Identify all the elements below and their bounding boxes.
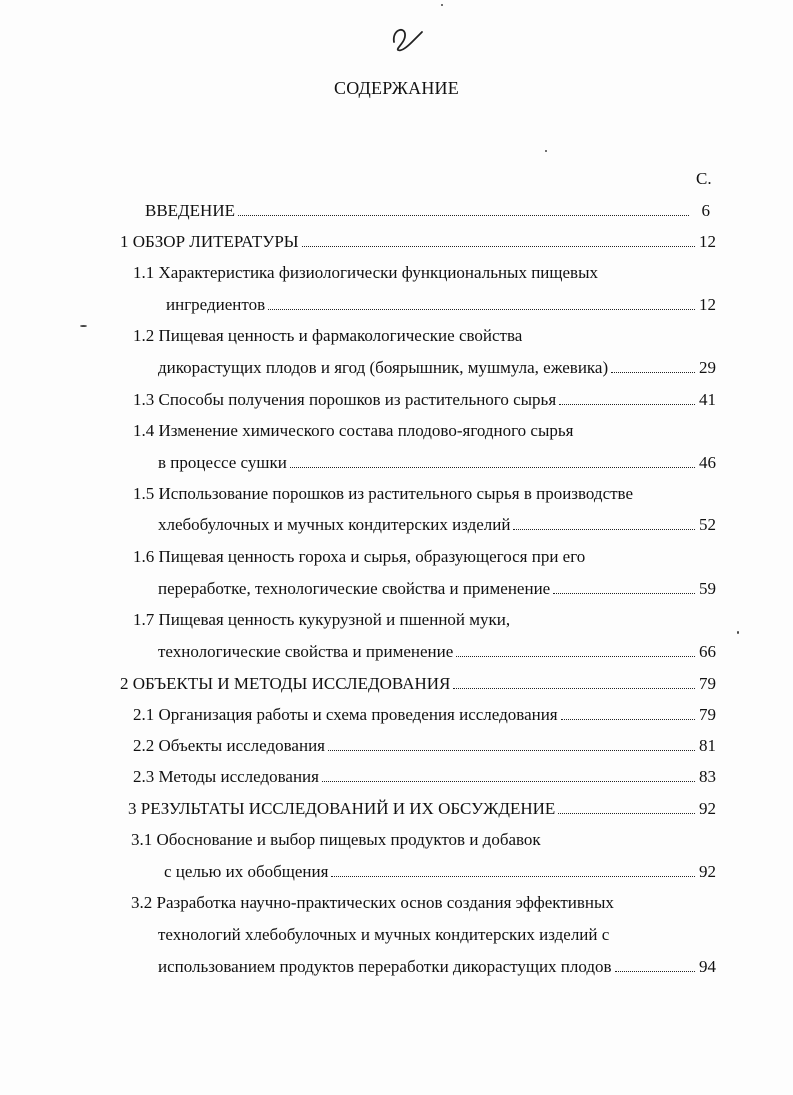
toc-entry-line: 1.6 Пищевая ценность гороха и сырья, образующегося при его <box>133 547 586 566</box>
toc-entry-page: 12 <box>699 295 716 314</box>
toc-entry <box>158 514 716 536</box>
toc-entry-text: ВВЕДЕНИЕ <box>145 201 235 220</box>
toc-entry <box>120 673 716 695</box>
dot-leader <box>453 688 695 689</box>
dot-leader <box>456 656 695 657</box>
toc-entry <box>133 704 716 726</box>
toc-entry <box>145 200 710 222</box>
toc-entry-page: 66 <box>699 642 716 661</box>
page-column-label: С. <box>696 169 712 188</box>
toc-entry <box>128 798 716 820</box>
toc-entry-line: 3.2 Разработка научно-практических основ создания эффективных <box>131 893 614 912</box>
toc-entry <box>166 294 716 316</box>
page-title: СОДЕРЖАНИЕ <box>334 78 459 98</box>
toc-entry-page: 29 <box>699 358 716 377</box>
toc-entry-text: использованием продуктов переработки дикорастущих плодов <box>158 957 612 976</box>
toc-entry <box>158 452 716 474</box>
toc-entry <box>164 861 716 883</box>
toc-entry-line: 1.4 Изменение химического состава плодово-ягодного сырья <box>133 421 574 440</box>
toc-entry-page: 12 <box>699 232 716 251</box>
dot-leader <box>558 813 695 814</box>
toc-entry <box>120 231 716 253</box>
toc-entry <box>158 641 716 663</box>
dot-leader <box>553 593 695 594</box>
toc-entry-page: 81 <box>699 736 716 755</box>
toc-entry-text: технологические свойства и применение <box>158 642 454 661</box>
dot-leader <box>513 529 695 530</box>
dot-leader <box>322 781 695 782</box>
toc-entry-text: в процессе сушки <box>158 453 287 472</box>
toc-entry-line: 1.2 Пищевая ценность и фармакологические свойства <box>133 326 523 345</box>
toc-entry-text: переработке, технологические свойства и применение <box>158 579 551 598</box>
toc-entry-page: 41 <box>699 390 716 409</box>
toc-entry-text: 1.3 Способы получения порошков из растительного сырья <box>133 390 557 409</box>
scan-speck <box>737 631 739 634</box>
toc-entry-line: 1.1 Характеристика физиологически функциональных пищевых <box>133 263 598 282</box>
toc-entry-line: 1.7 Пищевая ценность кукурузной и пшенной муки, <box>133 610 511 629</box>
toc-entry-text: хлебобулочных и мучных кондитерских изделий <box>158 515 511 534</box>
toc-entry-page: 94 <box>699 957 716 976</box>
toc-entry-page: 52 <box>699 515 716 534</box>
dot-leader <box>290 467 695 468</box>
toc-entry-text: дикорастущих плодов и ягод (боярышник, мушмула, ежевика) <box>158 358 609 377</box>
toc-entry-line: 1.5 Использование порошков из растительного сырья в производстве <box>133 484 634 503</box>
toc-entry-page: 79 <box>699 705 716 724</box>
toc-entry-text: 2.2 Объекты исследования <box>133 736 325 755</box>
toc-entry-text: 2.3 Методы исследования <box>133 767 319 786</box>
toc-entry <box>158 357 716 379</box>
toc-entry <box>158 578 716 600</box>
dot-leader <box>328 750 695 751</box>
toc-entry <box>133 389 716 411</box>
toc-entry <box>133 766 716 788</box>
handwritten-mark <box>388 22 428 56</box>
toc-entry-page: 83 <box>699 767 716 786</box>
scan-speck <box>441 4 443 6</box>
toc-entry-page: 79 <box>699 674 716 693</box>
toc-entry-text: ингредиентов <box>166 295 266 314</box>
toc-entry-page: 92 <box>699 862 716 881</box>
dot-leader <box>331 876 695 877</box>
toc-entry-text: 2.1 Организация работы и схема проведения исследования <box>133 705 558 724</box>
toc-entry-page: 46 <box>699 453 716 472</box>
toc-entry-page: 6 <box>701 201 710 220</box>
toc-entry-line: 3.1 Обоснование и выбор пищевых продуктов и добавок <box>131 830 541 849</box>
toc-entry-page: 92 <box>699 799 716 818</box>
toc-entry <box>133 735 716 757</box>
dot-leader <box>559 404 695 405</box>
toc-entry <box>158 956 716 978</box>
dot-leader <box>302 246 695 247</box>
scan-speck <box>80 325 87 327</box>
dot-leader <box>238 215 689 216</box>
toc-entry-text: 1 ОБЗОР ЛИТЕРАТУРЫ <box>120 232 299 251</box>
toc-entry-text: 3 РЕЗУЛЬТАТЫ ИССЛЕДОВАНИЙ И ИХ ОБСУЖДЕНИЕ <box>128 799 556 818</box>
scan-speck <box>545 150 547 152</box>
dot-leader <box>611 372 695 373</box>
toc-entry-page: 59 <box>699 579 716 598</box>
toc-entry-line: технологий хлебобулочных и мучных кондитерских изделий с <box>158 925 610 944</box>
toc-entry-text: 2 ОБЪЕКТЫ И МЕТОДЫ ИССЛЕДОВАНИЯ <box>120 674 451 693</box>
dot-leader <box>268 309 695 310</box>
dot-leader <box>615 971 695 972</box>
toc-entry-text: с целью их обобщения <box>164 862 329 881</box>
dot-leader <box>561 719 695 720</box>
